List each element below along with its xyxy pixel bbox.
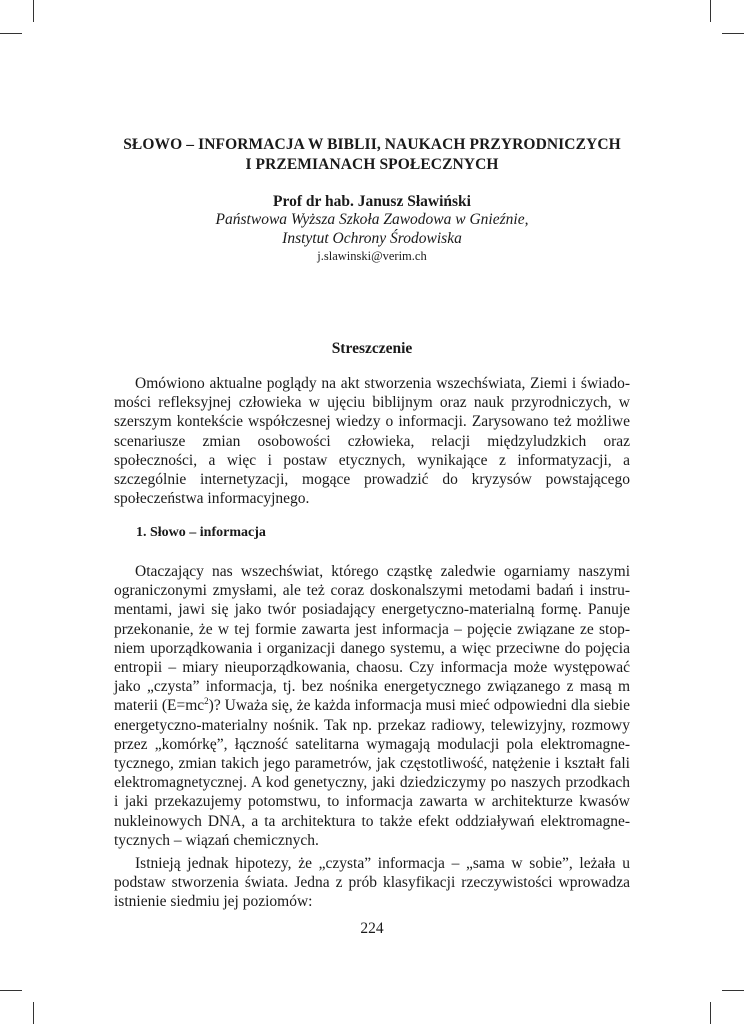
page-number: 224 — [360, 920, 384, 937]
author-name: Prof dr hab. Janusz Sławiński — [273, 193, 471, 210]
abstract-heading: Streszczenie — [331, 340, 413, 357]
abstract-text: Omówiono aktualne poglądy na akt stworzenia wszechświata, Ziemi i świadomości refleksyjnej człowieka w ujęciu biblijnym oraz nauk przyrodniczych, w szerszym kontekście współczesnej wiedzy o informacji. Zarysowano też możliwe scenariusze zmian osobowości człowieka, relacji międzyludzkich oraz społeczności, a więc i postaw etycznych, wynikające z informatyzacji, a szczególnie internetyzacji, mogące prowadzić do kryzysów powstającego społeczeństwa informacyjnego. — [114, 375, 630, 508]
para1-part-b: )? Uważa się, że każda informacja musi mieć odpowiedni dla siebie energetyczno-materialny nośnik. Tak np. przekaz radiowy, telewizyjny, rozmowy przez „komórkę”, łączność satelitarna wymagają modulacji pola elektromagnetycznego, zmian takich jego parametrów, jak częstotliwość, natężenie i kształt fali elektromagnetycznej. A kod genetyczny, jaki dziedziczymy po naszych przodkach i jaki przekazujemy potomstwu, to informacja zawarta w architekturze kwasów nukleinowych DNA, a ta architektura to także efekt oddziaływań elektromagnetycznych – wiązań chemicznych. — [114, 697, 630, 849]
body-paragraph-1 — [114, 562, 630, 850]
affiliation-line-1: Państwowa Wyższa Szkoła Zawodowa w Gnieźnie, — [215, 211, 529, 228]
affiliation-line-2: Instytut Ochrony Środowiska — [282, 230, 462, 247]
crop-mark-top-left-h — [0, 33, 22, 34]
crop-mark-bottom-left-h — [0, 990, 22, 991]
para1-part-a: Otaczający nas wszechświat, którego cząstkę zaledwie ogarniamy naszymi ograniczonymi zmysłami, ale też coraz doskonalszymi metodami badań i instrumentami, jawi się jako twór posiadający energetyczno-materialną formę. Panuje przekonanie, że w tej formie zawarta jest informacja – pojęcie związane ze stopniem uporządkowania i organizacji danego systemu, a więc przeciwne do pojęcia entropii – miary nieuporządkowania, chaosu. Czy informacja może występować jako „czysta” informacja, tj. bez nośnika energetycznego związanego z masą m materii (E=mc — [114, 563, 630, 715]
author-email[interactable]: j.slawinski@verim.ch — [317, 249, 427, 263]
crop-mark-bottom-left — [33, 1002, 34, 1024]
title-line-1: SŁOWO – INFORMACJA W BIBLII, NAUKACH PRZYRODNICZYCH — [123, 136, 621, 153]
body-paragraph-2: Istnieją jednak hipotezy, że „czysta” informacja – „sama w sobie”, leżała u podstaw stworzenia świata. Jedna z prób klasyfikacji rzeczywistości wprowadza istnienie siedmiu jej poziomów: — [114, 855, 630, 911]
crop-mark-bottom-right-h — [722, 990, 744, 991]
author-affiliation — [114, 210, 630, 248]
article-title — [114, 135, 630, 175]
crop-mark-bottom-right — [710, 1002, 711, 1024]
crop-mark-top-right — [710, 0, 711, 22]
crop-mark-top-left — [33, 0, 34, 22]
title-line-2: I PRZEMIANACH SPOŁECZNYCH — [245, 156, 499, 173]
section-heading: 1. Słowo – informacja — [136, 525, 266, 540]
superscript-2: 2 — [204, 696, 209, 707]
crop-mark-top-right-h — [722, 33, 744, 34]
